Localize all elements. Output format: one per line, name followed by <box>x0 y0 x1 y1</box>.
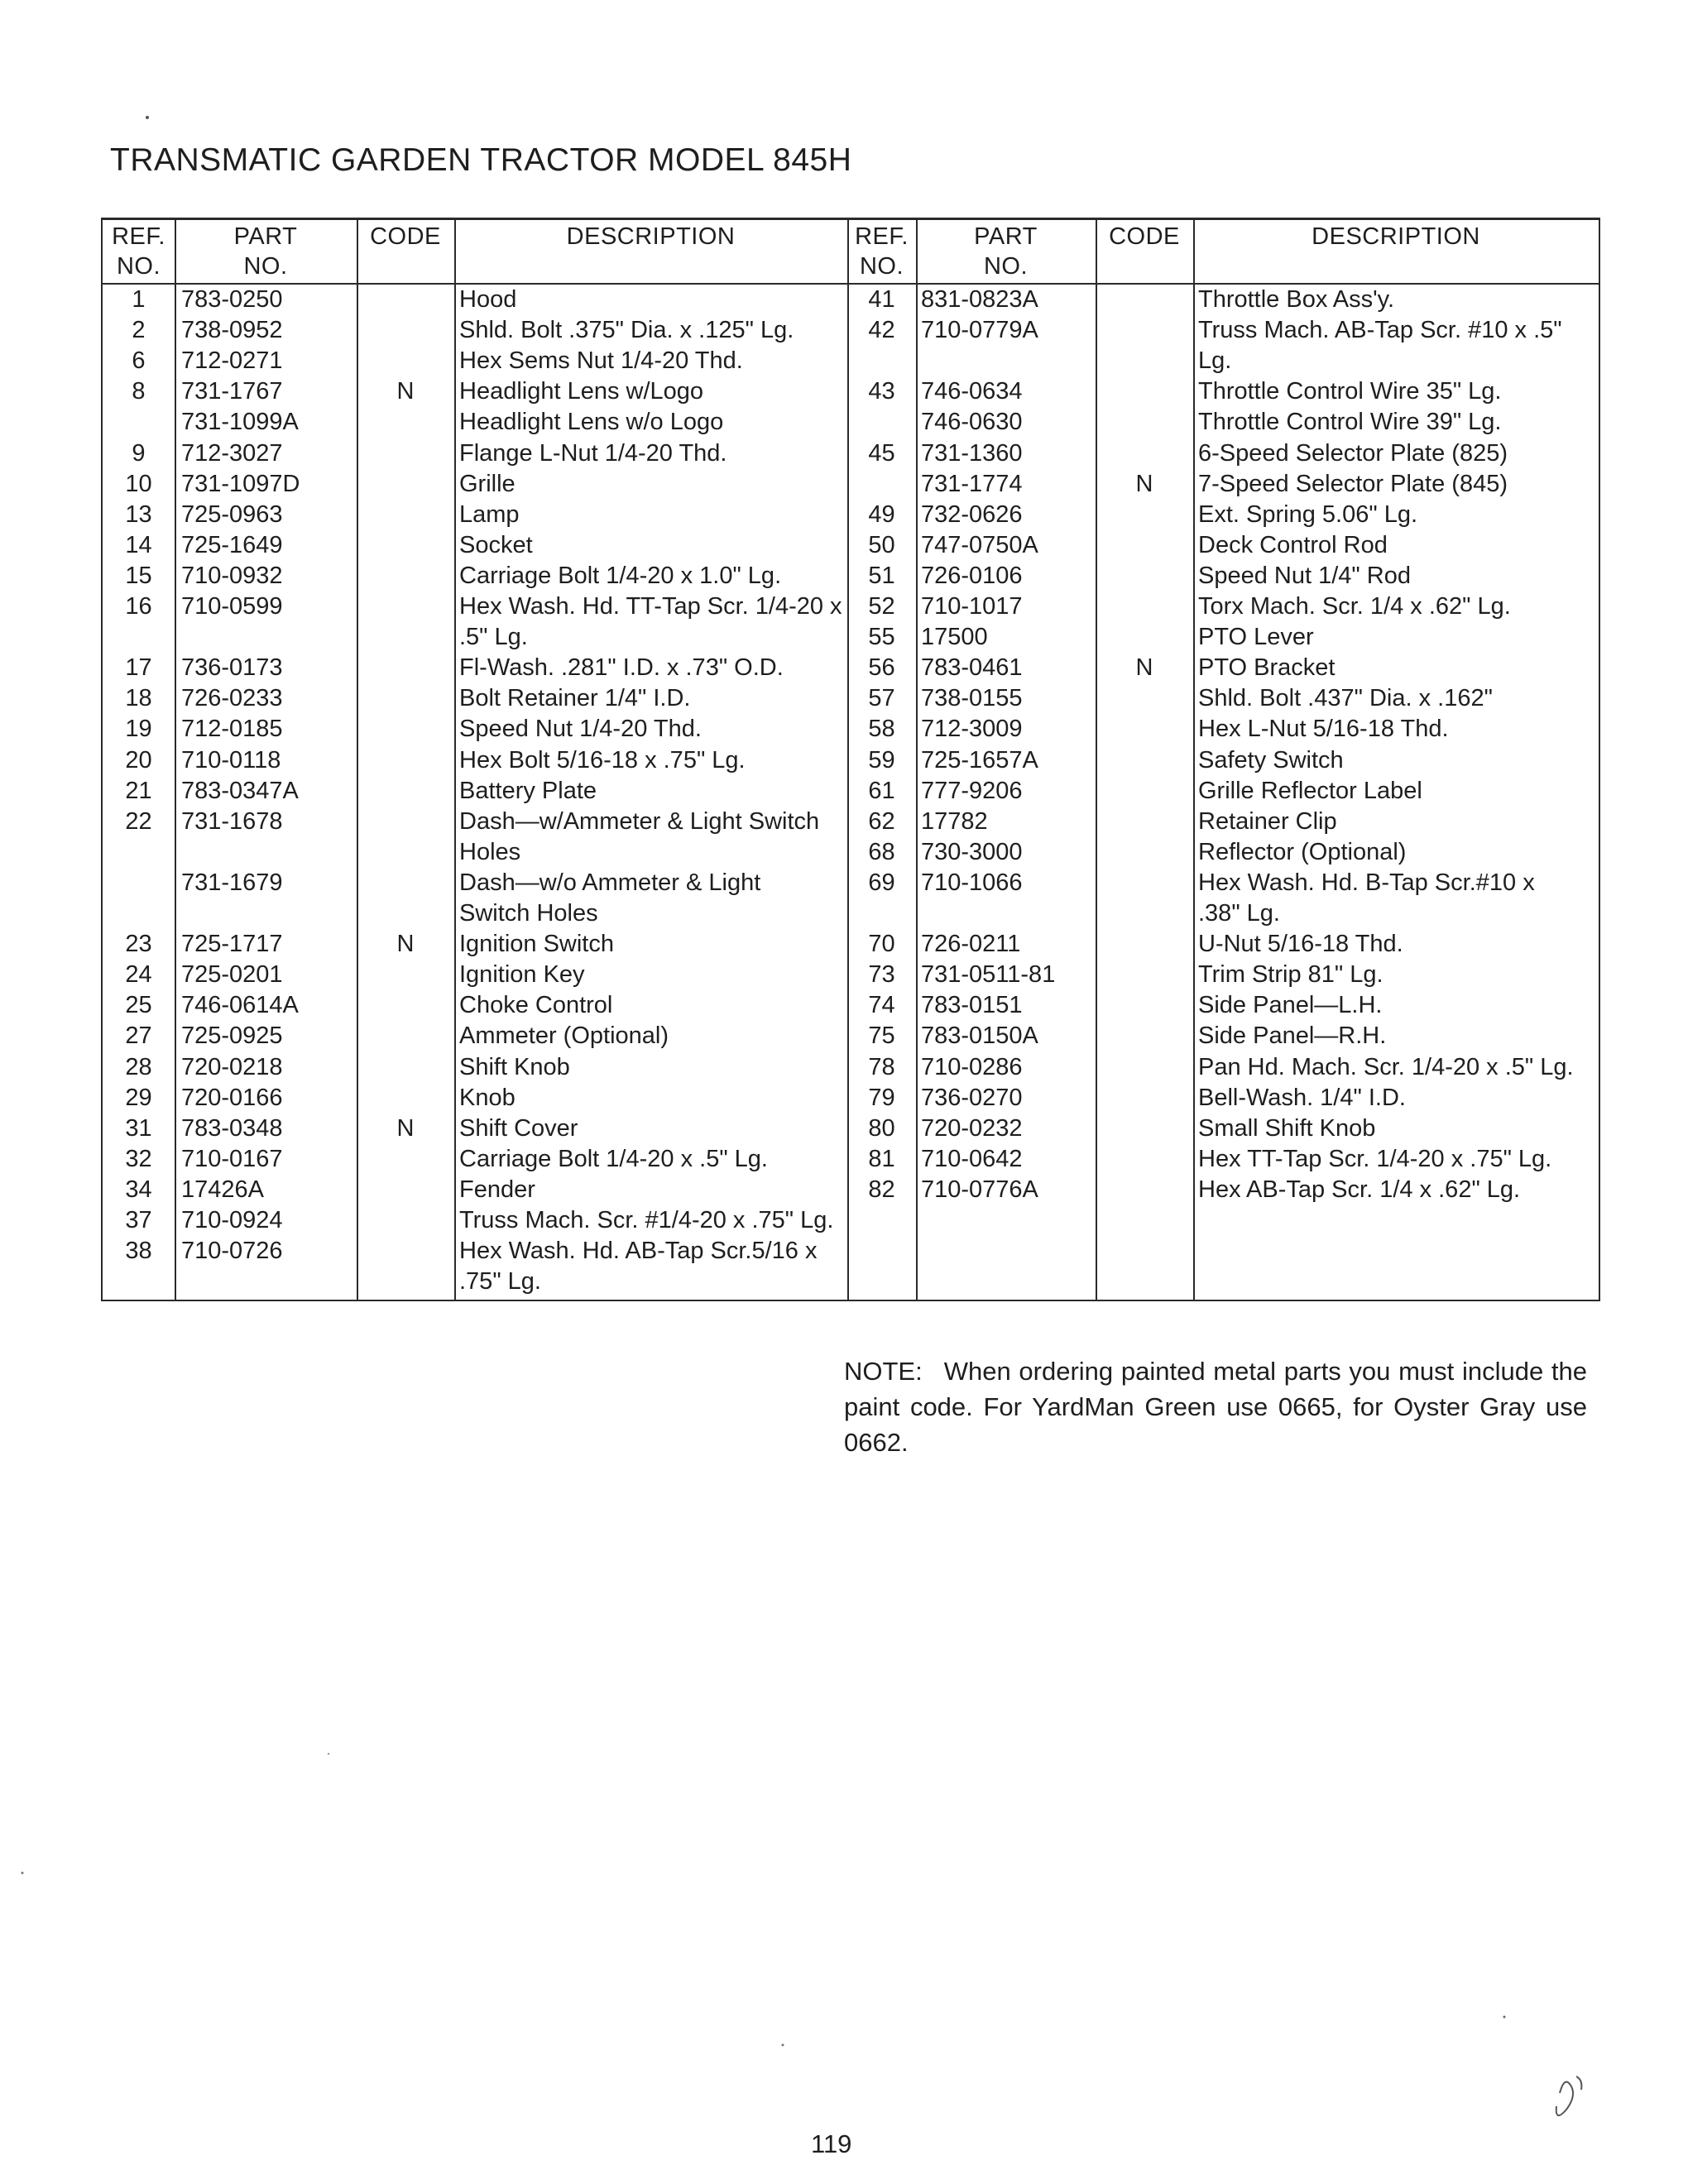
description: Bolt Retainer 1/4" I.D. <box>459 685 691 712</box>
description: Switch Holes <box>459 900 598 927</box>
description: Fl-Wash. .281" I.D. x .73" O.D. <box>459 654 784 682</box>
part-no: 710-0776A <box>921 1176 1038 1203</box>
description: Socket <box>459 531 533 558</box>
description: U-Nut 5/16-18 Thd. <box>1198 931 1403 958</box>
ref-no: 58 <box>868 716 895 743</box>
header-code: CODE <box>1109 223 1180 250</box>
part-no: 746-0614A <box>181 992 299 1019</box>
part-no: 726-0106 <box>921 562 1023 589</box>
description: PTO Lever <box>1198 624 1314 651</box>
description: Choke Control <box>459 992 613 1019</box>
ref-no: 8 <box>132 378 146 405</box>
description: Carriage Bolt 1/4-20 x 1.0" Lg. <box>459 562 782 589</box>
description: .75" Lg. <box>459 1268 541 1296</box>
ref-no: 55 <box>868 624 895 651</box>
ref-no: 28 <box>125 1053 152 1080</box>
part-no: 731-1678 <box>181 807 283 835</box>
ref-no: 38 <box>125 1238 152 1265</box>
description: .5" Lg. <box>459 624 528 651</box>
ref-no: 13 <box>125 500 152 528</box>
ref-no: 41 <box>868 286 895 313</box>
part-no: 783-0151 <box>921 992 1023 1019</box>
part-no: 710-1066 <box>921 869 1023 896</box>
part-no: 731-1679 <box>181 869 283 896</box>
ref-no: 2 <box>132 317 146 344</box>
part-no: 747-0750A <box>921 531 1038 558</box>
part-no: 730-3000 <box>921 838 1023 865</box>
part-no: 738-0952 <box>181 317 283 344</box>
ref-no: 61 <box>868 777 895 804</box>
description: Truss Mach. Scr. #1/4-20 x .75" Lg. <box>459 1207 834 1233</box>
description: Holes <box>459 838 521 865</box>
header-ref: REF. NO. <box>112 223 165 280</box>
ref-no: 52 <box>868 593 895 620</box>
part-no: 710-1017 <box>921 593 1023 620</box>
description: Hex L-Nut 5/16-18 Thd. <box>1198 716 1449 743</box>
part-no: 725-0963 <box>181 500 283 528</box>
description: Safety Switch <box>1198 746 1344 774</box>
part-no: 731-1099A <box>181 409 299 436</box>
ref-no: 18 <box>125 685 152 712</box>
note-text: When ordering painted metal parts you must include the paint code. For YardMan Green use 0665, for Oyster Gray use 0662. <box>844 1357 1587 1457</box>
code: N <box>396 931 415 958</box>
part-no: 712-3027 <box>181 439 283 467</box>
description: Ext. Spring 5.06" Lg. <box>1198 500 1418 528</box>
description: Lamp <box>459 500 520 528</box>
description: Side Panel—R.H. <box>1198 1023 1387 1050</box>
description: Shld. Bolt .375" Dia. x .125" Lg. <box>459 317 794 344</box>
ref-no: 59 <box>868 746 895 774</box>
description: Dash—w/Ammeter & Light Switch <box>459 807 820 835</box>
description: Bell-Wash. 1/4" I.D. <box>1198 1084 1406 1111</box>
part-no: 731-1360 <box>921 439 1023 467</box>
part-no: 710-0924 <box>181 1207 283 1233</box>
ref-no: 57 <box>868 685 895 712</box>
part-no: 725-0201 <box>181 961 283 989</box>
ref-no: 21 <box>125 777 152 804</box>
part-no: 783-0250 <box>181 286 283 313</box>
part-no: 783-0461 <box>921 654 1023 682</box>
description: Headlight Lens w/Logo <box>459 378 704 405</box>
part-no: 731-1774 <box>921 470 1023 497</box>
part-no: 725-0925 <box>181 1023 283 1050</box>
part-no: 710-0932 <box>181 562 283 589</box>
ref-no: 43 <box>868 378 895 405</box>
description: Throttle Box Ass'y. <box>1198 286 1395 313</box>
ref-no: 9 <box>132 439 146 467</box>
header-ref: REF. NO. <box>855 223 909 280</box>
ref-no: 49 <box>868 500 895 528</box>
description: Hex Wash. Hd. AB-Tap Scr.5/16 x <box>459 1238 818 1265</box>
description: Battery Plate <box>459 777 597 804</box>
ref-no: 31 <box>125 1114 152 1142</box>
ref-no: 34 <box>125 1176 152 1203</box>
description: Ammeter (Optional) <box>459 1023 669 1050</box>
description: PTO Bracket <box>1198 654 1336 682</box>
part-no: 710-0642 <box>921 1145 1023 1172</box>
description: Grille Reflector Label <box>1198 777 1422 804</box>
part-no: 783-0150A <box>921 1023 1038 1050</box>
description: Reflector (Optional) <box>1198 838 1407 865</box>
ref-no: 69 <box>868 869 895 896</box>
ref-no: 68 <box>868 838 895 865</box>
description: Dash—w/o Ammeter & Light <box>459 869 761 896</box>
description: Hex Wash. Hd. B-Tap Scr.#10 x <box>1198 869 1535 896</box>
ref-no: 56 <box>868 654 895 682</box>
part-no: 746-0634 <box>921 378 1023 405</box>
code: N <box>396 1114 415 1142</box>
part-no: 710-0599 <box>181 593 283 620</box>
part-no: 732-0626 <box>921 500 1023 528</box>
ref-no: 75 <box>868 1023 895 1050</box>
part-no: 731-1097D <box>181 470 300 497</box>
ref-no: 10 <box>125 470 152 497</box>
description: Pan Hd. Mach. Scr. 1/4-20 x .5" Lg. <box>1198 1053 1574 1080</box>
description: Shift Cover <box>459 1114 578 1142</box>
part-no: 720-0232 <box>921 1114 1023 1142</box>
part-no: 710-0286 <box>921 1053 1023 1080</box>
ref-no: 82 <box>868 1176 895 1203</box>
part-no: 738-0155 <box>921 685 1023 712</box>
part-no: 712-0185 <box>181 716 283 743</box>
header-code: CODE <box>370 223 441 250</box>
description: 7-Speed Selector Plate (845) <box>1198 470 1508 497</box>
part-no: 783-0347A <box>181 777 299 804</box>
page-title: TRANSMATIC GARDEN TRACTOR MODEL 845H <box>110 142 852 178</box>
description: Hex Bolt 5/16-18 x .75" Lg. <box>459 746 746 774</box>
header-description: DESCRIPTION <box>566 223 736 250</box>
header-part: PART NO. <box>233 223 298 280</box>
code: N <box>1135 470 1153 497</box>
ref-no: 19 <box>125 716 152 743</box>
part-no: 720-0218 <box>181 1053 283 1080</box>
description: Hex Sems Nut 1/4-20 Thd. <box>459 347 743 375</box>
description: Shift Knob <box>459 1053 570 1080</box>
description: Deck Control Rod <box>1198 531 1388 558</box>
part-no: 710-0118 <box>181 746 281 774</box>
ref-no: 14 <box>125 531 152 558</box>
description: Throttle Control Wire 39" Lg. <box>1198 409 1502 436</box>
part-no: 710-0726 <box>181 1238 283 1265</box>
ref-no: 25 <box>125 992 152 1019</box>
part-no: 17500 <box>921 624 988 651</box>
part-no: 726-0211 <box>921 931 1021 958</box>
ref-no: 45 <box>868 439 895 467</box>
ref-no: 62 <box>868 807 895 835</box>
part-no: 777-9206 <box>921 777 1023 804</box>
header-part: PART NO. <box>974 223 1038 280</box>
part-no: 783-0348 <box>181 1114 283 1142</box>
ref-no: 32 <box>125 1145 152 1172</box>
description: Retainer Clip <box>1198 807 1337 835</box>
ref-no: 27 <box>125 1023 152 1050</box>
description: Hex AB-Tap Scr. 1/4 x .62" Lg. <box>1198 1176 1521 1203</box>
description: Knob <box>459 1084 516 1111</box>
part-no: 17782 <box>921 807 988 835</box>
page-number: 119 <box>811 2129 852 2158</box>
part-no: 725-1649 <box>181 531 283 558</box>
ref-no: 16 <box>125 593 152 620</box>
part-no: 725-1717 <box>181 931 283 958</box>
ref-no: 78 <box>868 1053 895 1080</box>
part-no: 746-0630 <box>921 409 1023 436</box>
part-no: 17426A <box>181 1176 264 1203</box>
ref-no: 29 <box>125 1084 152 1111</box>
part-no: 731-1767 <box>181 378 283 405</box>
ref-no: 42 <box>868 317 895 344</box>
part-no: 831-0823A <box>921 286 1038 313</box>
description: Lg. <box>1198 347 1232 375</box>
description: Fender <box>459 1176 535 1203</box>
ref-no: 24 <box>125 961 152 989</box>
description: Ignition Switch <box>459 931 614 958</box>
description: Grille <box>459 470 516 497</box>
part-no: 712-0271 <box>181 347 283 375</box>
description: Speed Nut 1/4-20 Thd. <box>459 716 702 743</box>
description: Truss Mach. AB-Tap Scr. #10 x .5" <box>1198 317 1562 344</box>
ref-no: 15 <box>125 562 152 589</box>
description: Carriage Bolt 1/4-20 x .5" Lg. <box>459 1145 768 1172</box>
part-no: 720-0166 <box>181 1084 283 1111</box>
ref-no: 81 <box>868 1145 895 1172</box>
header-description: DESCRIPTION <box>1312 223 1480 250</box>
description: Hex Wash. Hd. TT-Tap Scr. 1/4-20 x <box>459 593 842 620</box>
description: Shld. Bolt .437" Dia. x .162" <box>1198 685 1493 712</box>
part-no: 736-0270 <box>921 1084 1023 1111</box>
description: Small Shift Knob <box>1198 1114 1376 1142</box>
description: Flange L-Nut 1/4-20 Thd. <box>459 439 727 467</box>
description: .38" Lg. <box>1198 900 1280 927</box>
ref-no: 80 <box>868 1114 895 1142</box>
description: Trim Strip 81" Lg. <box>1198 961 1383 989</box>
code: N <box>1135 654 1153 682</box>
ref-no: 50 <box>868 531 895 558</box>
ref-no: 73 <box>868 961 895 989</box>
ref-no: 17 <box>125 654 152 682</box>
description: 6-Speed Selector Plate (825) <box>1198 439 1508 467</box>
part-no: 710-0779A <box>921 317 1038 344</box>
description: Torx Mach. Scr. 1/4 x .62" Lg. <box>1198 593 1511 620</box>
ref-no: 74 <box>868 992 895 1019</box>
description: Side Panel—L.H. <box>1198 992 1383 1019</box>
description: Speed Nut 1/4" Rod <box>1198 562 1411 589</box>
ref-no: 22 <box>125 807 152 835</box>
part-no: 736-0173 <box>181 654 283 682</box>
ref-no: 70 <box>868 931 895 958</box>
part-no: 712-3009 <box>921 716 1023 743</box>
description: Ignition Key <box>459 961 585 989</box>
ref-no: 1 <box>132 286 146 313</box>
part-no: 725-1657A <box>921 746 1038 774</box>
part-no: 726-0233 <box>181 685 283 712</box>
description: Hex TT-Tap Scr. 1/4-20 x .75" Lg. <box>1198 1145 1552 1172</box>
code: N <box>396 378 415 405</box>
ref-no: 37 <box>125 1207 152 1233</box>
ref-no: 79 <box>868 1084 895 1111</box>
description: Throttle Control Wire 35" Lg. <box>1198 378 1502 405</box>
ref-no: 23 <box>125 931 152 958</box>
description: Hood <box>459 286 517 313</box>
part-no: 731-0511-81 <box>921 961 1056 989</box>
ref-no: 20 <box>125 746 152 774</box>
note-label: NOTE: <box>844 1357 923 1386</box>
part-no: 710-0167 <box>181 1145 283 1172</box>
ref-no: 6 <box>132 347 146 375</box>
description: Headlight Lens w/o Logo <box>459 409 724 436</box>
ref-no: 51 <box>868 562 895 589</box>
